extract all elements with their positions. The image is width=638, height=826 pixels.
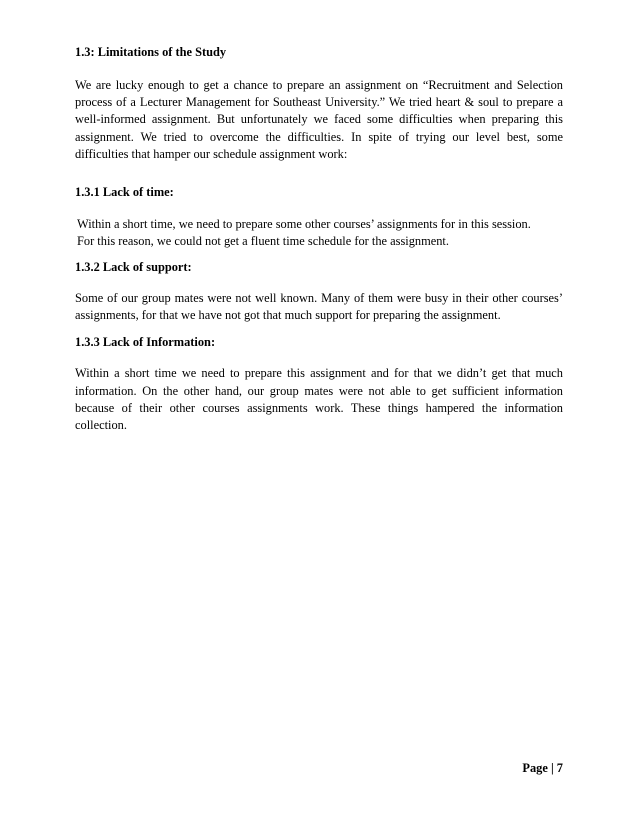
lack-of-information-paragraph: Within a short time we need to prepare this assignment and for that we didn’t get that much information. On the other hand, our group mates were not able to get sufficient information because of their other courses assignments work. These things hampered the information collection.	[75, 366, 563, 433]
lack-of-support-heading: 1.3.2 Lack of support:	[75, 260, 192, 275]
page-number: Page | 7	[522, 761, 563, 775]
lack-of-information-heading: 1.3.3 Lack of Information:	[75, 335, 216, 350]
lack-of-time-line-2: For this reason, we could not get a fluent time schedule for the assignment.	[77, 234, 449, 249]
page-content	[75, 44, 563, 434]
lack-of-support-paragraph: Some of our group mates were not well known. Many of them were busy in their other courses’ assignments, for that we have not got that much support for preparing the assignment.	[75, 291, 563, 323]
lack-of-time-heading: 1.3.1 Lack of time:	[75, 185, 174, 200]
lack-of-time-body	[75, 216, 563, 250]
intro-paragraph: We are lucky enough to get a chance to prepare an assignment on “Recruitment and Selection process of a Lecturer Management for Southeast University.” We tried heart & soul to prepare a well-informed assignment. But unfortunately we faced some difficulties when preparing this assignment. We tried to overcome the difficulties. In spite of trying our level best, some difficulties that hamper our schedule assignment work:	[75, 78, 563, 161]
section-title: 1.3: Limitations of the Study	[75, 45, 227, 59]
lack-of-time-line-1: Within a short time, we need to prepare some other courses’ assignments for in this session.	[77, 217, 531, 232]
